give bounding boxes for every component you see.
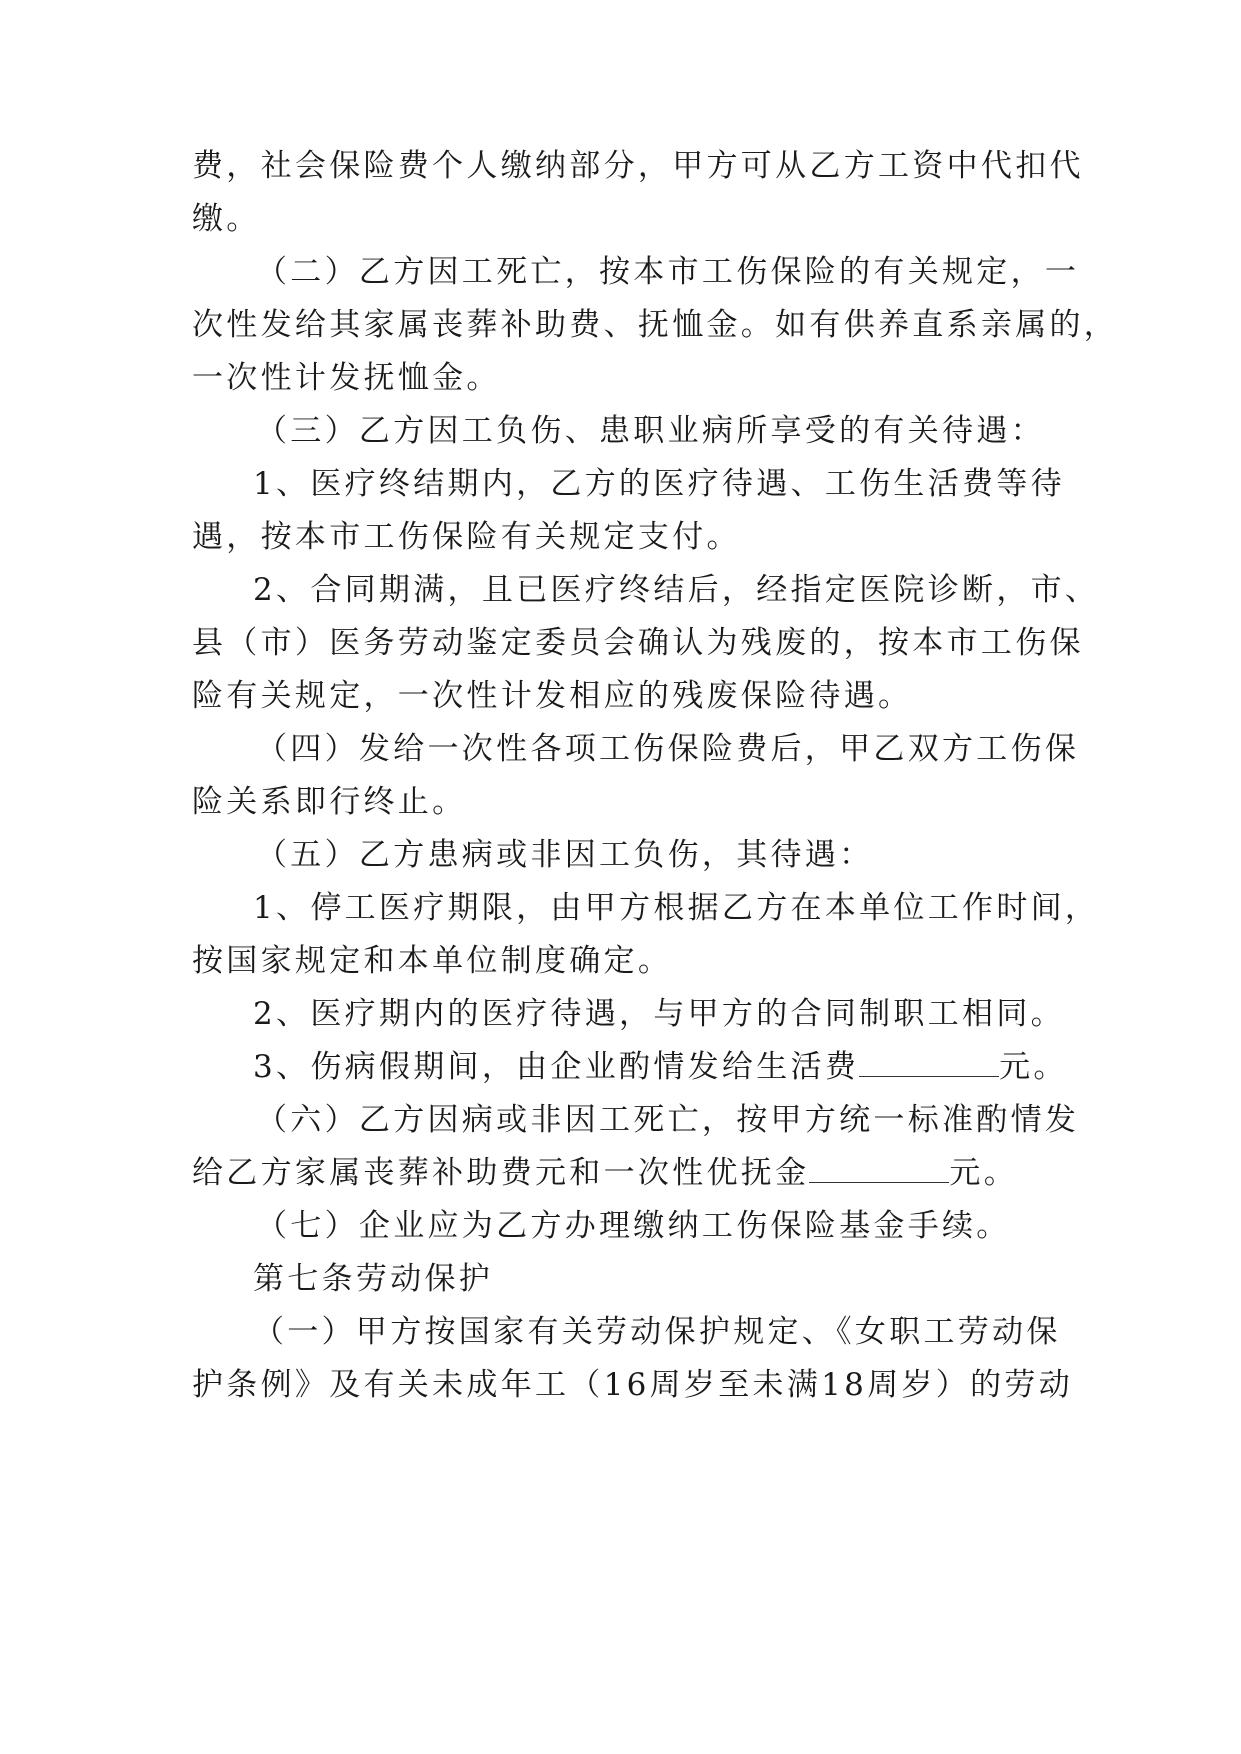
paragraph-line: 护条例》及有关未成年工（16周岁至未满18周岁）的劳动 xyxy=(192,1367,1073,1403)
paragraph-line: 1、医疗终结期内，乙方的医疗待遇、工伤生活费等待 xyxy=(253,466,1065,502)
paragraph-line xyxy=(192,1153,1018,1193)
paragraph-line: 缴。 xyxy=(192,201,261,237)
fill-in-blank xyxy=(859,1048,999,1077)
section-heading: 第七条劳动保护 xyxy=(253,1261,494,1297)
paragraph-line: （六）乙方因病或非因工死亡，按甲方统一标准酌情发 xyxy=(256,1102,1080,1138)
paragraph-line: （二）乙方因工死亡，按本市工伤保险的有关规定，一 xyxy=(256,254,1080,290)
paragraph-line: 遇，按本市工伤保险有关规定支付。 xyxy=(192,519,741,555)
line-text: 元。 xyxy=(999,1049,1068,1085)
paragraph-line: 一次性计发抚恤金。 xyxy=(192,360,501,396)
paragraph-line: 2、医疗期内的医疗待遇，与甲方的合同制职工相同。 xyxy=(253,996,1065,1032)
paragraph-line: 险关系即行终止。 xyxy=(192,784,467,820)
paragraph-line: 费，社会保险费个人缴纳部分，甲方可从乙方工资中代扣代 xyxy=(192,148,1084,184)
fill-in-blank xyxy=(809,1154,949,1183)
paragraph-line xyxy=(253,1047,1068,1087)
paragraph-line: 按国家规定和本单位制度确定。 xyxy=(192,943,673,979)
line-text: 元。 xyxy=(949,1155,1019,1191)
paragraph-line: 2、合同期满，且已医疗终结后，经指定医院诊断，市、 xyxy=(253,572,1100,608)
paragraph-line: （五）乙方患病或非因工负伤，其待遇： xyxy=(256,837,874,873)
paragraph-line: 险有关规定，一次性计发相应的残废保险待遇。 xyxy=(192,678,913,714)
paragraph-line: （一）甲方按国家有关劳动保护规定、《女职工劳动保 xyxy=(253,1314,1061,1350)
paragraph-line: 1、停工医疗期限，由甲方根据乙方在本单位工作时间， xyxy=(253,890,1100,926)
paragraph-line: （七）企业应为乙方办理缴纳工伤保险基金手续。 xyxy=(256,1208,1011,1244)
paragraph-line: 次性发给其家属丧葬补助费、抚恤金。如有供养直系亲属的， xyxy=(192,307,1119,343)
paragraph-line: （三）乙方因工负伤、患职业病所享受的有关待遇： xyxy=(256,413,1045,449)
paragraph-line: （四）发给一次性各项工伤保险费后，甲乙双方工伤保 xyxy=(256,731,1080,767)
line-text: 3、伤病假期间，由企业酌情发给生活费 xyxy=(253,1049,860,1085)
paragraph-line: 县（市）医务劳动鉴定委员会确认为残废的，按本市工伤保 xyxy=(192,625,1084,661)
line-text: 给乙方家属丧葬补助费元和一次性优抚金 xyxy=(192,1155,810,1191)
